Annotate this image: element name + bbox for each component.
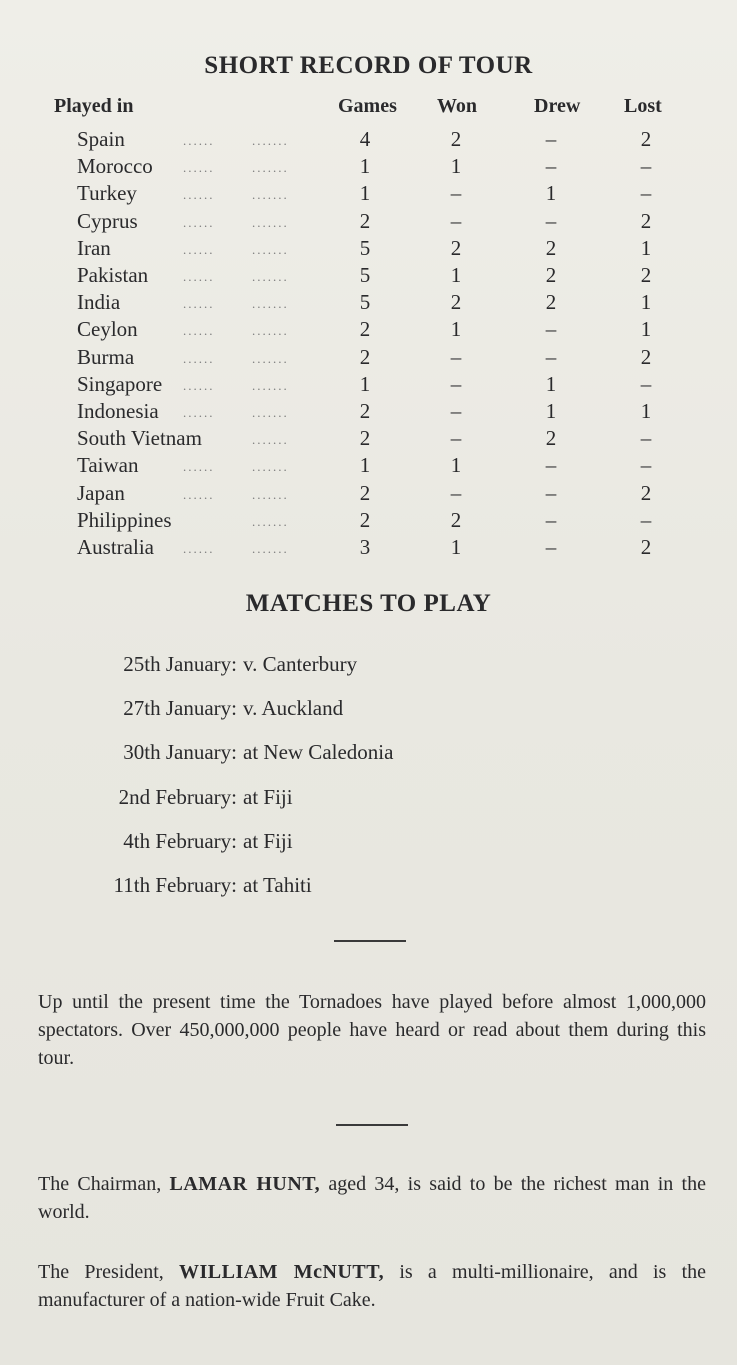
country-name: Indonesia [77, 399, 159, 423]
match-event: at New Caledonia [243, 740, 394, 764]
table-row [0, 508, 737, 535]
leader-dots: ...... [183, 160, 215, 176]
lost-value: – [640, 453, 652, 478]
leader-dots: ...... [183, 350, 215, 366]
chairman-text: aged 34, is said to be the richest man in the world. [38, 1173, 706, 1223]
won-value: 2 [450, 235, 462, 260]
leader-dots: ....... [252, 214, 289, 230]
won-value: – [450, 181, 462, 206]
country-name: Spain [77, 127, 125, 151]
lost-value: – [640, 371, 652, 396]
games-value: 5 [359, 235, 371, 260]
games-value: 2 [359, 426, 371, 451]
leader-dots: ....... [252, 486, 289, 502]
leader-dots: ....... [252, 241, 289, 257]
match-date: 25th January: [123, 652, 237, 676]
lost-value: – [640, 181, 652, 206]
lost-value: 1 [640, 317, 652, 342]
games-value: 2 [359, 317, 371, 342]
lost-value: 2 [640, 344, 652, 369]
leader-dots: ....... [252, 377, 289, 393]
match-event: at Fiji [243, 785, 293, 809]
leader-dots: ....... [252, 541, 289, 556]
match-event: v. Canterbury [243, 652, 358, 676]
header-drew: Drew [534, 95, 581, 117]
drew-value: – [545, 344, 557, 369]
country-name: Singapore [77, 371, 163, 396]
country-name: Burma [77, 344, 135, 369]
games-value: 3 [359, 535, 371, 559]
games-value: 5 [359, 263, 371, 287]
leader-dots: ....... [252, 323, 289, 339]
leader-dots: ....... [252, 432, 289, 448]
drew-value: 1 [545, 399, 557, 423]
leader-dots: ...... [183, 133, 215, 148]
leader-dots: ....... [252, 133, 289, 148]
president-name: WILLIAM McNUTT, [178, 1261, 385, 1283]
games-value: 1 [359, 371, 371, 396]
header-played-in: Played in [54, 95, 134, 117]
chairman-paragraph [38, 1170, 706, 1226]
tour-record-title: SHORT RECORD OF TOUR [204, 52, 533, 79]
country-name: Taiwan [77, 453, 139, 478]
country-name: Pakistan [77, 263, 149, 287]
matches-title: MATCHES TO PLAY [245, 590, 492, 617]
spectators-paragraph: Up until the present time the Tornadoes have played before almost 1,000,000 spectators. Over 450,000,000 people have heard or read about them during this tour. [38, 991, 706, 1069]
lost-value: – [640, 154, 652, 179]
leader-dots: ...... [183, 269, 215, 284]
table-row [0, 345, 737, 372]
games-value: 1 [359, 453, 371, 478]
table-row [0, 399, 737, 426]
president-text: is a multi-millionaire, and is the manufacturer of a nation-wide Fruit Cake. [38, 1261, 706, 1311]
leader-dots: ....... [252, 513, 289, 529]
match-event: at Tahiti [243, 873, 312, 897]
president-text: The President, [38, 1261, 179, 1283]
drew-value: – [545, 453, 557, 478]
won-value: 1 [450, 317, 462, 342]
won-value: 1 [450, 453, 462, 478]
country-name: Japan [77, 480, 125, 505]
table-row [0, 209, 737, 236]
table-row [0, 372, 737, 399]
lost-value: 2 [640, 480, 652, 505]
games-value: 2 [359, 208, 371, 233]
drew-value: – [545, 317, 557, 342]
table-row [0, 535, 737, 562]
country-name: Turkey [77, 181, 137, 206]
won-value: – [450, 208, 462, 233]
won-value: – [450, 399, 462, 423]
won-value: 2 [450, 507, 462, 532]
leader-dots: ....... [252, 269, 289, 284]
leader-dots: ...... [183, 214, 215, 230]
drew-value: – [545, 535, 557, 559]
leader-dots: ....... [252, 296, 289, 312]
games-value: 2 [359, 399, 371, 423]
won-value: 1 [450, 263, 462, 287]
won-value: 2 [450, 127, 462, 151]
divider [336, 1124, 408, 1126]
match-date: 2nd February: [118, 785, 237, 809]
won-value: – [450, 371, 462, 396]
match-date: 30th January: [123, 740, 237, 764]
match-event: at Fiji [243, 829, 293, 853]
leader-dots: ...... [183, 405, 215, 420]
country-name: Iran [77, 235, 111, 260]
lost-value: 2 [640, 208, 652, 233]
country-name: Australia [77, 535, 154, 559]
table-row [0, 154, 737, 181]
games-value: 2 [359, 344, 371, 369]
table-row [0, 181, 737, 208]
won-value: – [450, 480, 462, 505]
games-value: 5 [359, 290, 371, 315]
lost-value: 1 [640, 290, 652, 315]
match-date: 4th February: [123, 829, 237, 853]
drew-value: – [545, 127, 557, 151]
table-row [0, 453, 737, 480]
leader-dots: ....... [252, 350, 289, 366]
table-row [0, 236, 737, 263]
lost-value: 2 [640, 263, 652, 287]
won-value: – [450, 344, 462, 369]
header-won: Won [437, 95, 478, 117]
country-name: South Vietnam [77, 426, 202, 451]
president-paragraph [38, 1258, 706, 1314]
leader-dots: ....... [252, 405, 289, 420]
table-row [0, 426, 737, 453]
match-date: 11th February: [113, 873, 237, 897]
leader-dots: ...... [183, 541, 215, 556]
match-date: 27th January: [123, 696, 237, 720]
header-lost: Lost [624, 95, 662, 117]
table-row [0, 263, 737, 290]
table-row [0, 290, 737, 317]
leader-dots: ....... [252, 187, 289, 203]
games-value: 1 [359, 181, 371, 206]
leader-dots: ...... [183, 377, 215, 393]
drew-value: 1 [545, 181, 557, 206]
table-row [0, 317, 737, 344]
drew-value: – [545, 208, 557, 233]
won-value: 2 [450, 290, 462, 315]
drew-value: – [545, 507, 557, 532]
games-value: 2 [359, 480, 371, 505]
lost-value: 1 [640, 235, 652, 260]
won-value: 1 [450, 154, 462, 179]
drew-value: 2 [545, 290, 557, 315]
drew-value: – [545, 154, 557, 179]
table-row [0, 481, 737, 508]
drew-value: 1 [545, 371, 557, 396]
lost-value: – [640, 426, 652, 451]
country-name: Philippines [77, 507, 172, 532]
country-name: India [77, 290, 121, 315]
match-event: v. Auckland [243, 696, 344, 720]
leader-dots: ...... [183, 241, 215, 257]
games-value: 1 [359, 154, 371, 179]
lost-value: 2 [640, 127, 652, 151]
country-name: Cyprus [77, 208, 138, 233]
divider [334, 940, 406, 942]
header-games: Games [338, 95, 397, 117]
drew-value: – [545, 480, 557, 505]
chairman-text: The Chairman, [38, 1173, 170, 1195]
table-row [0, 127, 737, 154]
lost-value: 2 [640, 535, 652, 559]
chairman-name: LAMAR HUNT, [169, 1173, 321, 1195]
leader-dots: ...... [183, 459, 215, 475]
drew-value: 2 [545, 426, 557, 451]
won-value: – [450, 426, 462, 451]
games-value: 2 [359, 507, 371, 532]
leader-dots: ....... [252, 459, 289, 475]
leader-dots: ...... [183, 486, 215, 502]
drew-value: 2 [545, 235, 557, 260]
leader-dots: ...... [183, 296, 215, 312]
leader-dots: ...... [183, 187, 215, 203]
lost-value: 1 [640, 399, 652, 423]
country-name: Ceylon [77, 317, 138, 342]
leader-dots: ....... [252, 160, 289, 176]
drew-value: 2 [545, 263, 557, 287]
lost-value: – [640, 507, 652, 532]
won-value: 1 [450, 535, 462, 559]
country-name: Morocco [77, 154, 153, 179]
games-value: 4 [359, 127, 371, 151]
leader-dots: ...... [183, 323, 215, 339]
